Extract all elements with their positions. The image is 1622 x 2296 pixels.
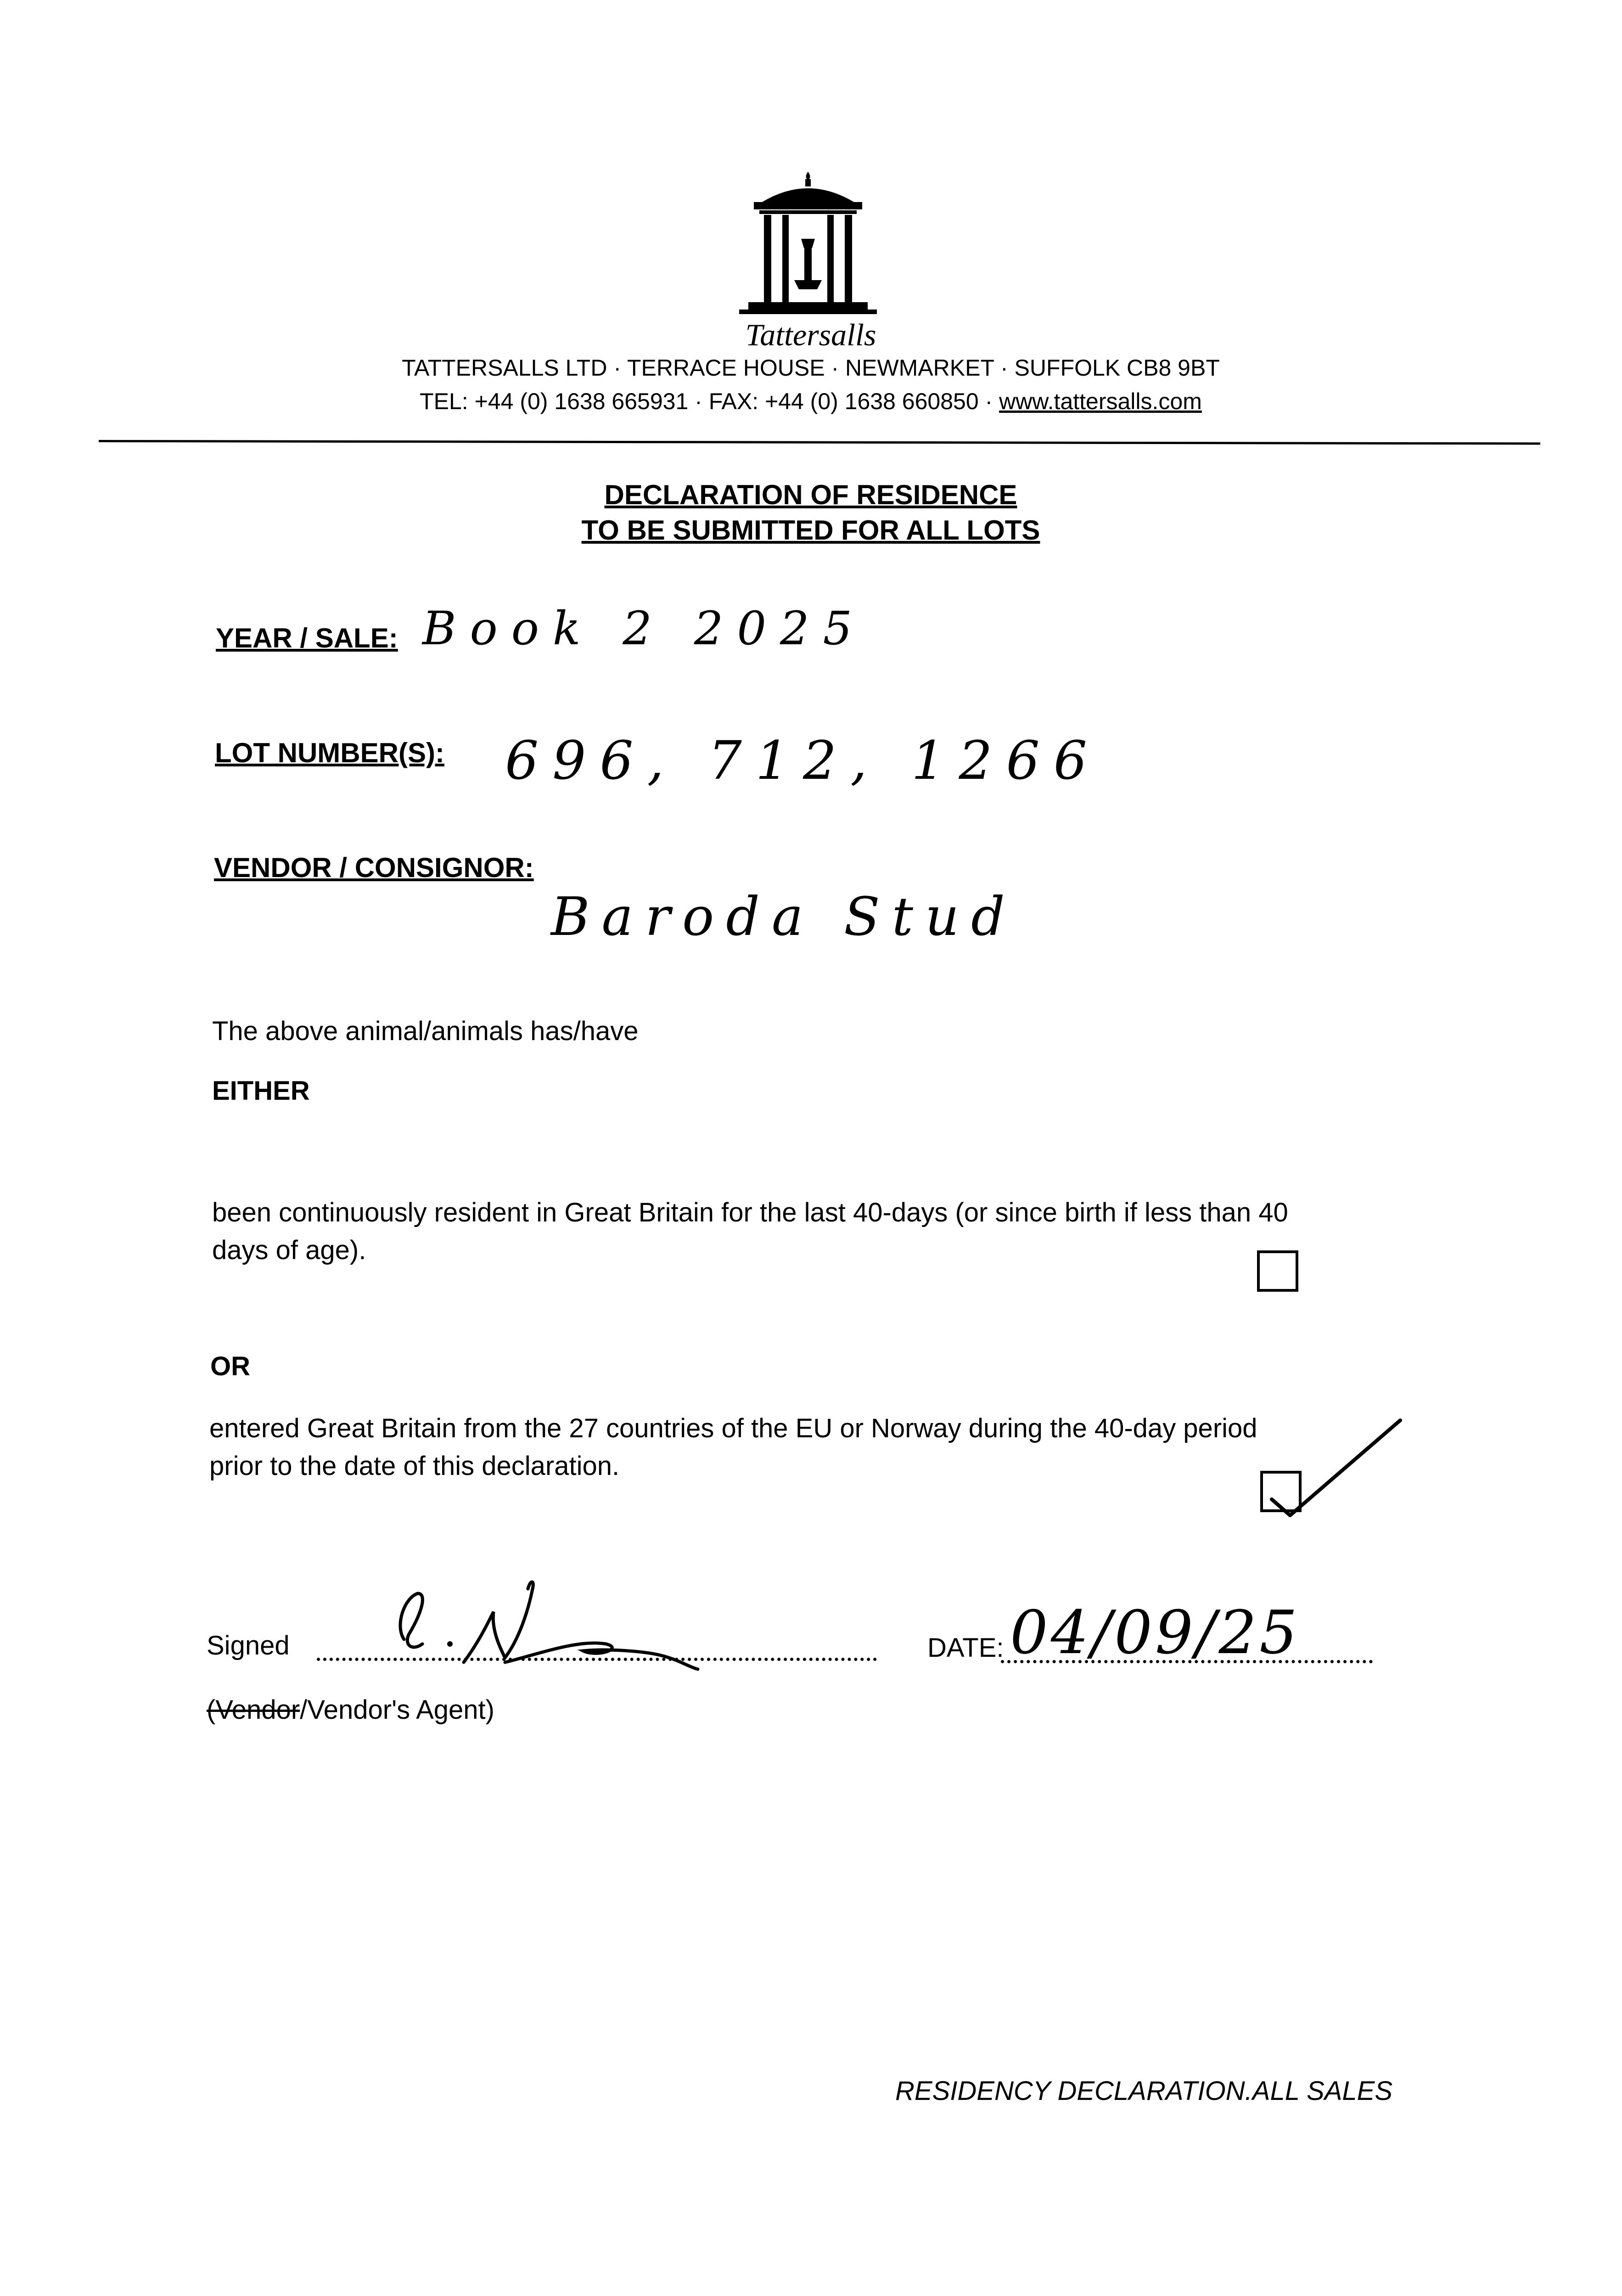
tattersalls-pavilion-logo	[735, 170, 881, 321]
date-value-text: 04/09/25	[1010, 1598, 1300, 1667]
contact-line	[352, 388, 1270, 415]
document-reference: RESIDENCY DECLARATION.ALL SALES	[895, 2076, 1393, 2106]
company-address: TATTERSALLS LTD · TERRACE HOUSE · NEWMARKET · SUFFOLK CB8 9BT	[402, 355, 1220, 381]
website-link[interactable]: www.tattersalls.com	[999, 388, 1202, 414]
either-heading: EITHER	[212, 1076, 310, 1106]
vendor-consignor-value[interactable]: Baroda Stud	[551, 886, 1017, 948]
handwritten-signature	[367, 1570, 758, 1681]
form-title: DECLARATION OF RESIDENCE	[604, 479, 1017, 510]
vendor-agent-note	[207, 1694, 494, 1725]
year-sale-label: YEAR / SALE:	[216, 623, 398, 653]
option-resident-line2: days of age).	[212, 1235, 366, 1265]
option-entered-line2: prior to the date of this declaration.	[209, 1451, 620, 1481]
header-divider	[99, 440, 1540, 445]
brand-name: Tattersalls	[745, 317, 876, 352]
date-label: DATE:	[927, 1633, 1004, 1663]
option-resident-line1: been continuously resident in Great Britain for the last 40-days (or since birth if less than 40	[212, 1198, 1288, 1227]
option-resident-checkbox[interactable]	[1257, 1250, 1298, 1292]
struck-vendor-text: (Vendor	[207, 1695, 300, 1725]
option-entered-text	[209, 1410, 1403, 1485]
handwritten-date	[1010, 1582, 1308, 1674]
lot-numbers-label: LOT NUMBER(S):	[215, 737, 444, 768]
option-resident-text	[212, 1194, 1406, 1269]
contact-numbers: TEL: +44 (0) 1638 665931 · FAX: +44 (0) 1638 660850 ·	[420, 388, 999, 414]
checkmark-icon	[1253, 1417, 1405, 1536]
year-sale-value[interactable]: Book 2 2025	[422, 602, 866, 655]
option-entered-line1: entered Great Britain from the 27 countries of the EU or Norway during the 40-day period	[209, 1413, 1257, 1443]
or-heading: OR	[210, 1351, 250, 1381]
vendor-agent-text: /Vendor's Agent)	[300, 1695, 494, 1725]
signed-label: Signed	[207, 1631, 290, 1660]
lot-numbers-value[interactable]: 696, 712, 1266	[505, 730, 1101, 792]
form-subtitle: TO BE SUBMITTED FOR ALL LOTS	[581, 515, 1040, 546]
intro-text: The above animal/animals has/have	[212, 1016, 639, 1046]
vendor-consignor-label: VENDOR / CONSIGNOR:	[214, 852, 534, 883]
